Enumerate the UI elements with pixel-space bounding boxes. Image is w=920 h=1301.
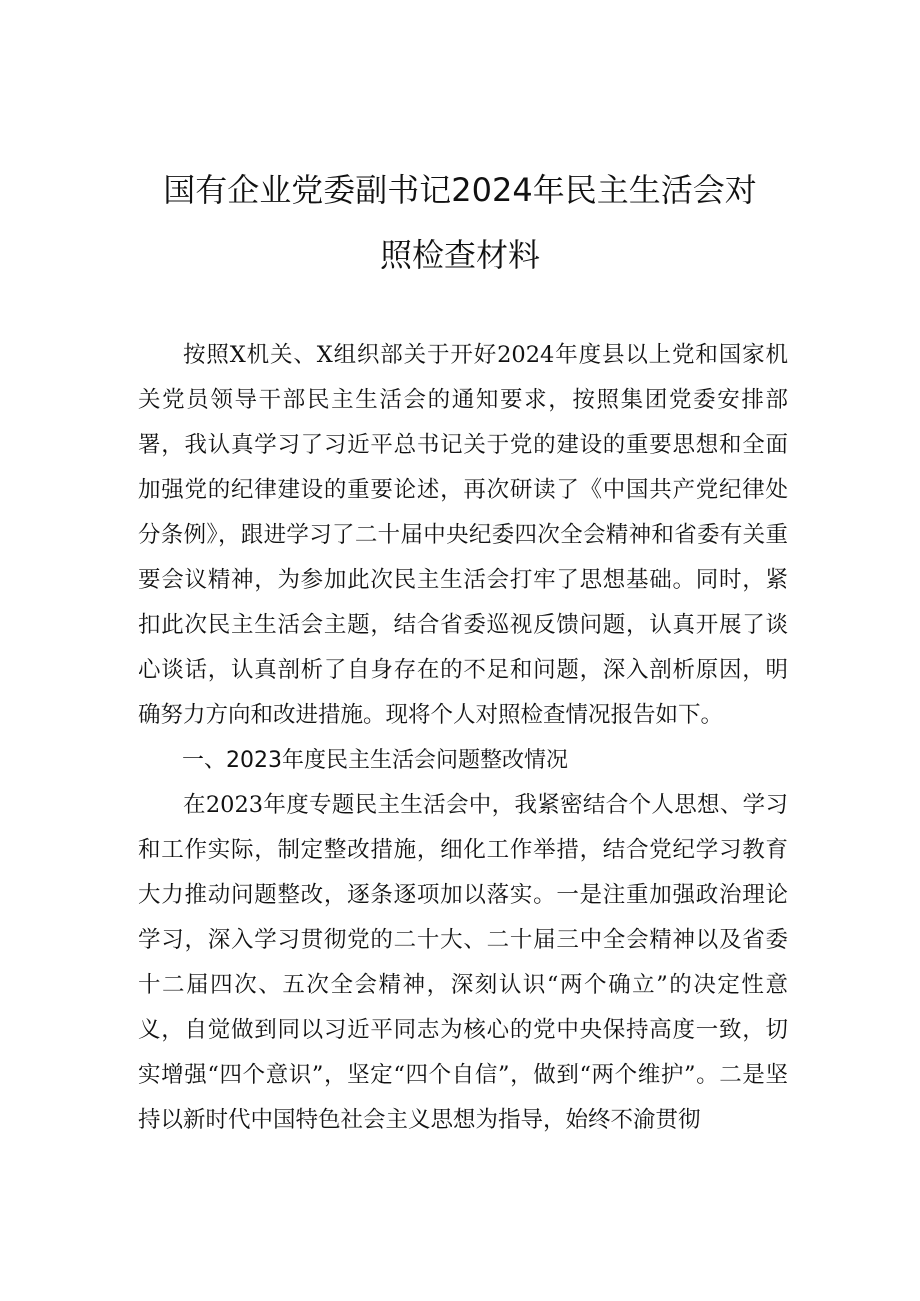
- intro-paragraph: 按照X机关、X组织部关于开好2024年度县以上党和国家机关党员领导干部民主生活会的通知要求，按照集团党委安排部署，我认真学习了习近平总书记关于党的建设的重要思想和全面加强党的纪律建设的重要论述，再次研读了《中国共产党纪律处分条例》，跟进学习了二十届中央纪委四次全会精神和省委有关重要会议精神，为参加此次民主生活会打牢了思想基础。同时，紧扣此次民主生活会主题，结合省委巡视反馈问题，认真开展了谈心谈话，认真剖析了自身存在的不足和问题，深入剖析原因，明确努力方向和改进措施。现将个人对照检查情况报告如下。: [138, 342, 788, 728]
- document-title-line-1: 国有企业党委副书记2024年民主生活会对: [163, 171, 757, 209]
- document-body: [138, 333, 788, 1143]
- section-heading: 一、2023年度民主生活会问题整改情况: [182, 748, 568, 773]
- section-paragraph: 在2023年度专题民主生活会中，我紧密结合个人思想、学习和工作实际，制定整改措施，细化工作举措，结合党纪学习教育大力推动问题整改，逐条逐项加以落实。一是注重加强政治理论学习，深入学习贯彻党的二十大、二十届三中全会精神以及省委十二届四次、五次全会精神，深刻认识“两个确立”的决定性意义，自觉做到同以习近平同志为核心的党中央保持高度一致，切实增强“四个意识”，坚定“四个自信”，做到“两个维护”。二是坚持以新时代中国特色社会主义思想为指导，始终不渝贯彻: [138, 792, 788, 1133]
- document-title-line-2: 照检查材料: [379, 236, 540, 274]
